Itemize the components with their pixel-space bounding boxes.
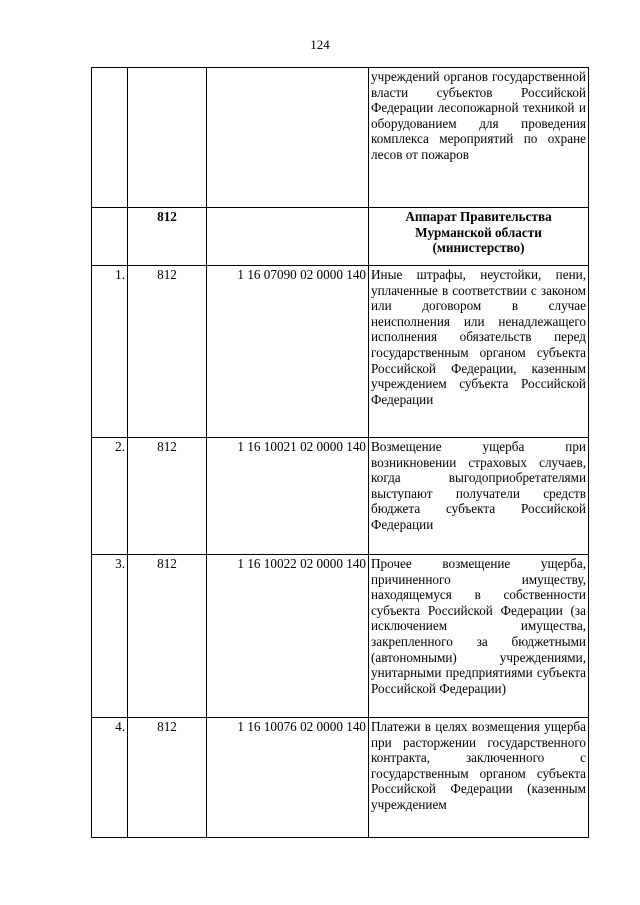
administrator-code-cell: 812 bbox=[128, 208, 207, 266]
revenue-codes-table bbox=[91, 67, 589, 838]
row-number-cell: 4. bbox=[92, 718, 128, 838]
revenue-code-cell bbox=[207, 208, 369, 266]
administrator-code-cell: 812 bbox=[128, 718, 207, 838]
revenue-code-cell: 1 16 10022 02 0000 140 bbox=[207, 555, 369, 718]
table-row bbox=[92, 718, 589, 838]
revenue-name-cell: учреждений органов государственной власти субъектов Российской Федерации лесопожарной техникой и оборудованием для проведения комплекса мероприятий по охране лесов от пожаров bbox=[369, 68, 589, 208]
table-row bbox=[92, 68, 589, 208]
row-number-cell: 2. bbox=[92, 438, 128, 555]
administrator-name-heading: Аппарат Правительства Мурманской области (министерство) bbox=[369, 208, 589, 266]
revenue-name-cell: Платежи в целях возмещения ущерба при расторжении государственного контракта, заключенного с государственным органом субъекта Российской Федерации (казенным учреждением bbox=[369, 718, 589, 838]
row-number-cell: 1. bbox=[92, 266, 128, 438]
administrator-code-cell bbox=[128, 68, 207, 208]
revenue-name-cell: Возмещение ущерба при возникновении страховых случаев, когда выгодоприобретателями выступают получатели средств бюджета субъекта Российской Федерации bbox=[369, 438, 589, 555]
administrator-code-cell: 812 bbox=[128, 266, 207, 438]
revenue-code-cell bbox=[207, 68, 369, 208]
table-row-administrator-heading bbox=[92, 208, 589, 266]
revenue-name-cell: Прочее возмещение ущерба, причиненного имуществу, находящемуся в собственности субъекта Российской Федерации (за исключением имущества, закрепленного за бюджетными (автономными) учреждениями, унитарными предприятиями субъекта Российской Федерации) bbox=[369, 555, 589, 718]
table-row bbox=[92, 266, 589, 438]
administrator-code-cell: 812 bbox=[128, 555, 207, 718]
row-number-cell: 3. bbox=[92, 555, 128, 718]
revenue-code-cell: 1 16 07090 02 0000 140 bbox=[207, 266, 369, 438]
revenue-name-cell: Иные штрафы, неустойки, пени, уплаченные в соответствии с законом или договором в случае неисполнения или ненадлежащего исполнения обязательств перед государственным органом субъекта Российской Федерации, казенным учреждением субъекта Российской Федерации bbox=[369, 266, 589, 438]
row-number-cell bbox=[92, 208, 128, 266]
page-number: 124 bbox=[310, 37, 330, 52]
table-row bbox=[92, 438, 589, 555]
revenue-code-cell: 1 16 10021 02 0000 140 bbox=[207, 438, 369, 555]
administrator-code-cell: 812 bbox=[128, 438, 207, 555]
revenue-code-cell: 1 16 10076 02 0000 140 bbox=[207, 718, 369, 838]
row-number-cell bbox=[92, 68, 128, 208]
table-row bbox=[92, 555, 589, 718]
